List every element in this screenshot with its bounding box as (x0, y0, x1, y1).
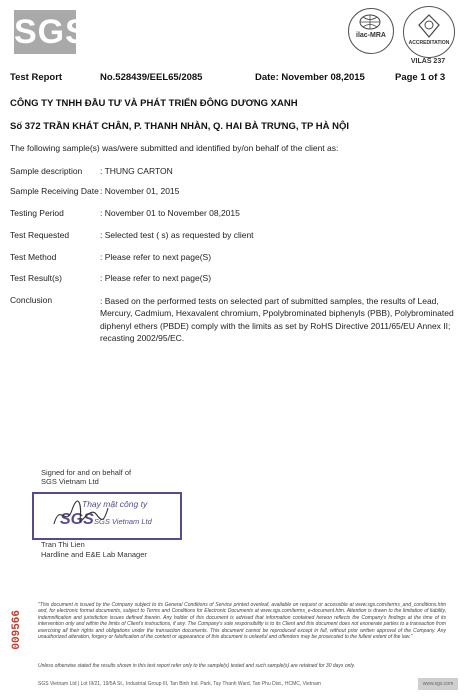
sgs-logo: SGS (14, 10, 76, 54)
field-value: : November 01, 2015 (100, 186, 180, 196)
handwritten-signature-icon (50, 498, 110, 532)
intro-text: The following sample(s) was/were submitted and identified by/on behalf of the client as: (10, 143, 339, 153)
ilac-text: ilac-MRA (356, 32, 386, 39)
field-value: : THUNG CARTON (100, 166, 173, 176)
company-line: SGS Vietnam Ltd (41, 477, 99, 487)
disclaimer-text: "This document is issued by the Company subject to its General Conditions of Service printed overleaf, available on request or accessible at www.sgs.com/terms_and_conditions.htm and, for electronic format documents, subject to Terms and Conditions for Electronic Documents at www.sgs.com/terms_e-document.htm. Attention is drawn to the limitation of liability, indemnification and jurisdiction issues defined therein. Any holder of this document is advised that information contained hereon reflects the Company's findings at the time of its intervention only and within the limits of Client's instructions, if any. The Company's sole responsibility is to its Client and this document does not exonerate parties to a transaction from exercising all their rights and obligations under the transaction documents. This document cannot be reproduced except in full, without prior written approval of the Company. Any unauthorized alteration, forgery or falsification of the content or appearance of this document is unlawful and offenders may be prosecuted to the fullest extent of the law." (38, 602, 446, 640)
accreditation-seal-icon (403, 6, 455, 58)
report-number: No.528439/EEL65/2085 (100, 72, 203, 83)
signed-on-behalf (41, 468, 131, 487)
accreditation-emblem-icon (417, 13, 441, 39)
report-label: Test Report (10, 72, 63, 83)
page-indicator: Page 1 of 3 (395, 72, 446, 83)
conclusion-text: : Based on the performed tests on selected part of submitted samples, the results of Lead, Mercury, Cadmium, Hexavalent chromium, Ppolybrominated biphenyls (PBB), Polybrominated diphenyl ethers (PBDE) comply with the limits as set by RoHS Directive 2011/65/EU Annex II; recasting 2002/95/EC. (100, 296, 454, 343)
client-name: CÔNG TY TNHH ĐẦU TƯ VÀ PHÁT TRIỂN ĐÔNG DƯƠNG XANH (10, 98, 298, 109)
report-date: Date: November 08,2015 (255, 72, 365, 83)
field-value: : Please refer to next page(S) (100, 273, 212, 283)
signer-name: Tran Thi Lien (41, 540, 85, 549)
accreditation-text: ACCREDITATION (408, 40, 450, 46)
field-label: Testing Period (10, 208, 64, 218)
field-label: Test Requested (10, 230, 70, 240)
footer-address: SGS Vietnam Ltd | Lot III/21, 19/5A St., Industrial Group III, Tan Binh Ind. Park, Tay Thanh Ward, Tan Phu Dist., HCMC, Vietnam (38, 681, 321, 687)
footer-band: www.sgs.com (418, 678, 458, 690)
signer-title: Hardline and E&E Lab Manager (41, 549, 147, 559)
field-value: : Selected test ( s) as requested by client (100, 230, 254, 240)
field-label: Test Method (10, 252, 57, 262)
stamp-logo: SGS (60, 511, 94, 528)
serial-number: 009566 (11, 610, 23, 650)
stamp-text: Thay mặt công ty (82, 499, 148, 509)
retention-note: Unless otherwise stated the results shown in this test report refer only to the sample(s) tested and such sample(s) are retained for 30 days only. (38, 663, 356, 669)
client-address: Số 372 TRẦN KHÁT CHÂN, P. THANH NHÀN, Q. HAI BÀ TRƯNG, TP HÀ NỘI (10, 121, 349, 132)
stamp-company: SGS Vietnam Ltd (94, 517, 152, 526)
field-label: Conclusion (10, 295, 53, 305)
field-value: : November 01 to November 08,2015 (100, 208, 240, 218)
ilac-globe-icon (358, 13, 382, 31)
field-label: Test Result(s) (10, 273, 62, 283)
field-label: Sample description (10, 166, 83, 176)
ilac-mra-seal-icon (348, 8, 394, 54)
field-value: : Please refer to next page(S) (100, 252, 212, 262)
signed-line: Signed for and on behalf of (41, 468, 132, 477)
signer-block (41, 540, 147, 560)
field-label: Sample Receiving Date (10, 186, 99, 196)
vilas-code: VILAS 237 (410, 58, 446, 65)
